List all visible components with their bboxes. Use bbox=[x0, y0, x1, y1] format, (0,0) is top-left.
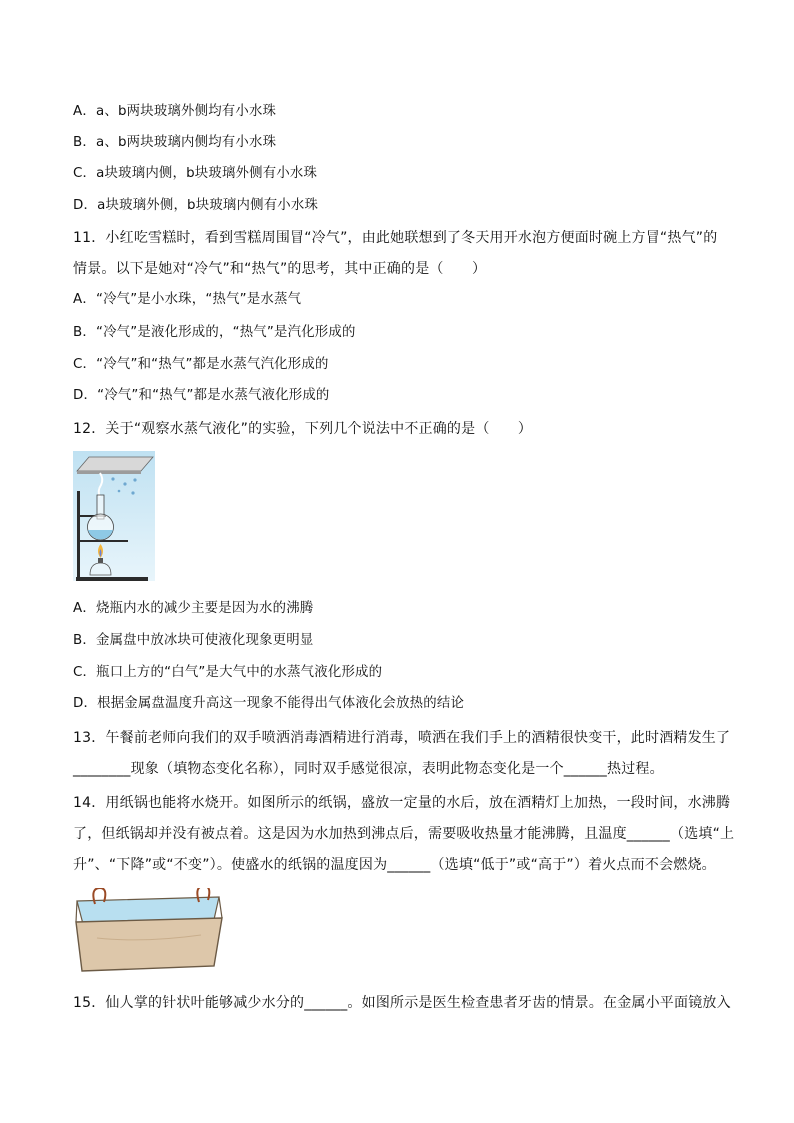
q12-option-c: C．瓶口上方的“白气”是大气中的水蒸气液化形成的 bbox=[73, 665, 383, 680]
q10-option-b: B．a、b两块玻璃内侧均有小水珠 bbox=[73, 135, 277, 150]
q11-option-d: D．“冷气”和“热气”都是水蒸气液化形成的 bbox=[73, 388, 330, 403]
q11-stem-line-1: 11．小红吃雪糕时，看到雪糕周围冒“冷气”，由此她联想到了冬天用开水泡方便面时碗上方冒“热气”的 bbox=[73, 230, 718, 246]
q11-option-b: B．“冷气”是液化形成的，“热气”是汽化形成的 bbox=[73, 325, 356, 340]
q14-stem-line-3: 升”、“下降”或“不变”）。使盛水的纸锅的温度因为______（选填“低于”或“高于”）着火点而不会燃烧。 bbox=[73, 857, 716, 873]
q11-option-a: A．“冷气”是小水珠，“热气”是水蒸气 bbox=[73, 292, 302, 307]
q12-option-b: B．金属盘中放冰块可使液化现象更明显 bbox=[73, 633, 314, 648]
q13-stem-line-2: ________现象（填物态变化名称），同时双手感觉很凉，表明此物态变化是一个______热过程。 bbox=[73, 761, 664, 777]
q11-stem-line-2: 情景。以下是她对“冷气”和“热气”的思考，其中正确的是（ ） bbox=[73, 261, 487, 277]
q14-stem-line-2: 了，但纸锅却并没有被点着。这是因为水加热到沸点后，需要吸收热量才能沸腾，且温度______（选填“上 bbox=[73, 826, 735, 842]
paper-pot-figure bbox=[73, 888, 225, 975]
q11-option-c: C．“冷气”和“热气”都是水蒸气汽化形成的 bbox=[73, 357, 329, 372]
q10-option-d: D．a块玻璃外侧，b块玻璃内侧有小水珠 bbox=[73, 198, 319, 213]
q10-option-c: C．a块玻璃内侧，b块玻璃外侧有小水珠 bbox=[73, 166, 318, 181]
q12-option-d: D．根据金属盘温度升高这一现象不能得出气体液化会放热的结论 bbox=[73, 696, 465, 711]
q15-stem: 15．仙人掌的针状叶能够减少水分的______。如图所示是医生检查患者牙齿的情景。在金属小平面镜放入 bbox=[73, 995, 731, 1011]
q12-option-a: A．烧瓶内水的减少主要是因为水的沸腾 bbox=[73, 601, 314, 616]
q12-stem: 12．关于“观察水蒸气液化”的实验，下列几个说法中不正确的是（ ） bbox=[73, 421, 533, 437]
condensation-experiment-figure bbox=[73, 451, 155, 581]
q10-option-a: A．a、b两块玻璃外侧均有小水珠 bbox=[73, 104, 277, 119]
q13-stem-line-1: 13．午餐前老师向我们的双手喷洒消毒酒精进行消毒，喷洒在我们手上的酒精很快变干，此时酒精发生了 bbox=[73, 730, 731, 746]
q14-stem-line-1: 14．用纸锅也能将水烧开。如图所示的纸锅，盛放一定量的水后，放在酒精灯上加热，一段时间，水沸腾 bbox=[73, 795, 731, 811]
